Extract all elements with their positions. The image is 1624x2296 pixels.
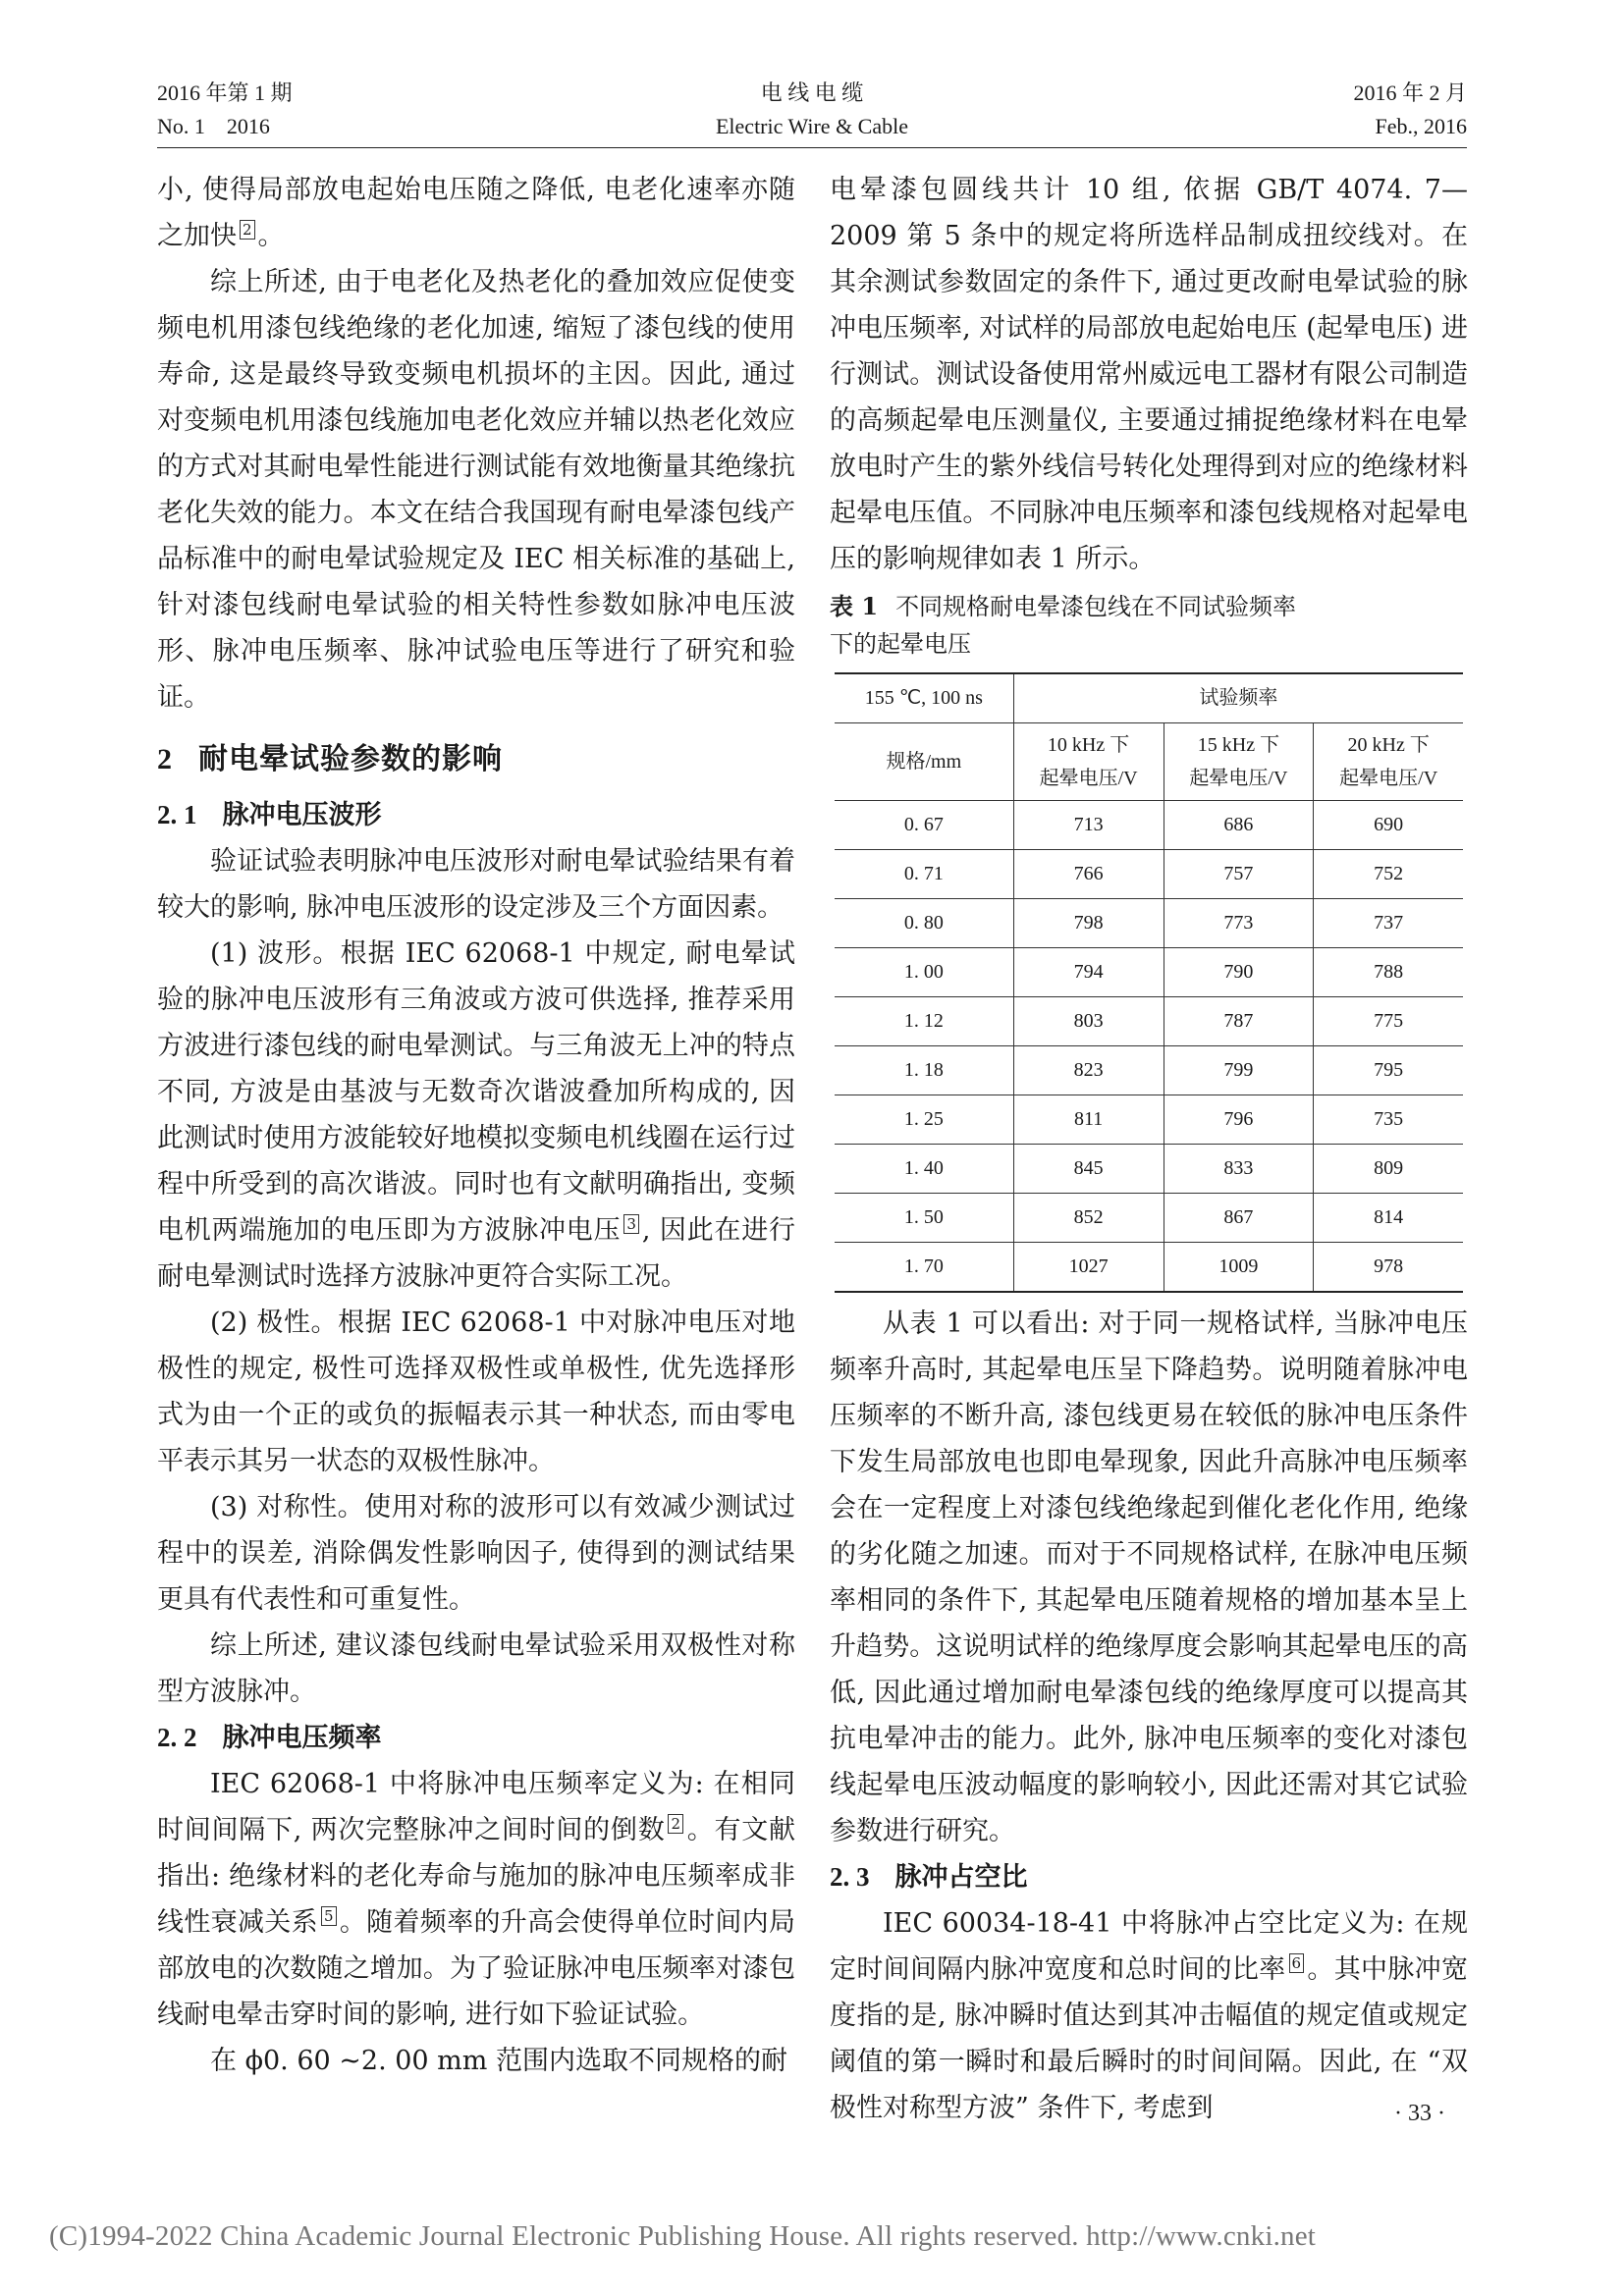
- table-caption-label: 表 1: [830, 592, 879, 620]
- table-cell-value: 686: [1164, 801, 1314, 850]
- table-row-header: 规格/mm: [835, 723, 1013, 801]
- table-cell-value: 803: [1013, 997, 1164, 1046]
- table-cell-value: 790: [1164, 948, 1314, 997]
- table-cell-value: 766: [1013, 850, 1164, 899]
- citation-ref: 6: [1289, 1953, 1305, 1973]
- subsection-title: 脉冲电压波形: [222, 800, 382, 830]
- table-cell-value: 978: [1314, 1243, 1463, 1293]
- table-group-header: 试验频率: [1013, 673, 1463, 723]
- paragraph-text: (1) 波形。根据 IEC 62068-1 中规定, 耐电晕试验的脉冲电压波形有三角波或方波可供选择, 推荐采用方波进行漆包线的耐电晕测试。与三角波无上冲的特点不同, 方波是由基波与无数奇次谐波叠加所构成的, 因此测试时使用方波能较好地模拟变频电机线圈在运行过程中所受到的高次谐波。同时也有文献明确指出, 变频电机两端施加的电压即为方波脉冲电压: [157, 938, 795, 1246]
- left-column: [157, 167, 795, 2084]
- table-col-header: 15 kHz 下 起晕电压/V: [1164, 723, 1314, 801]
- paragraph: [157, 931, 795, 1300]
- table-cell-value: 1027: [1013, 1243, 1164, 1293]
- table-cell-value: 752: [1314, 850, 1463, 899]
- table-cell-value: 735: [1314, 1095, 1463, 1145]
- table-row: [835, 850, 1463, 899]
- table-cell-value: 773: [1164, 899, 1314, 948]
- paragraph: 综上所述, 由于电老化及热老化的叠加效应促使变频电机用漆包线绝缘的老化加速, 缩短了漆包线的使用寿命, 这是最终导致变频电机损坏的主因。因此, 通过对变频电机用漆包线施加电老化效应并辅以热老化效应的方式对其耐电晕性能进行测试能有效地衡量其绝缘抗老化失效的能力。本文在结合我国现有耐电晕漆包线产品标准中的耐电晕试验规定及 IEC 相关标准的基础上, 针对漆包线耐电晕试验的相关特性参数如脉冲电压波形、脉冲电压频率、脉冲试验电压等进行了研究和验证。: [157, 267, 795, 713]
- table-cell-spec: 1. 50: [835, 1194, 1013, 1243]
- paragraph: 在 ϕ0. 60 ~2. 00 mm 范围内选取不同规格的耐: [210, 2046, 787, 2076]
- header-date-cn: 2016 年 2 月: [1353, 80, 1467, 105]
- header-date: [1353, 77, 1467, 143]
- table-cell-value: 814: [1314, 1194, 1463, 1243]
- table-cell-value: 787: [1164, 997, 1314, 1046]
- header-rule: [157, 147, 1467, 148]
- subsection-heading: [157, 792, 795, 838]
- table-cell-spec: 1. 40: [835, 1145, 1013, 1194]
- paragraph-text: IEC 62068-1 中将脉冲电压频率定义为: 在相同时间间隔下, 两次完整脉冲之间时间的倒数: [157, 1769, 795, 1845]
- paragraph: [157, 1761, 795, 2038]
- table-cell-value: 775: [1314, 997, 1463, 1046]
- table-row: [835, 1243, 1463, 1293]
- citation-ref: 2: [240, 220, 255, 240]
- paragraph: 从表 1 可以看出: 对于同一规格试样, 当脉冲电压频率升高时, 其起晕电压呈下降趋势。说明随着脉冲电压频率的不断升高, 漆包线更易在较低的脉冲电压条件下发生局部放电也即电晕现象, 因此升高脉冲电压频率会在一定程度上对漆包线绝缘起到催化老化作用, 绝缘的劣化随之加速。而对于不同规格试样, 在脉冲电压频率相同的条件下, 其起晕电压随着规格的增加基本呈上升趋势。这说明试样的绝缘厚度会影响其起晕电压的高低, 因此通过增加耐电晕漆包线的绝缘厚度可以提高其抗电晕冲击的能力。此外, 脉冲电压频率的变化对漆包线起晕电压波动幅度的影响较小, 因此还需对其它试验参数进行研究。: [830, 1308, 1468, 1846]
- subsection-number: 2. 1: [157, 800, 197, 829]
- paragraph-text: 。有文献指出: 绝缘材料的老化寿命与施加的脉冲电压频率成非线性衰减关系: [157, 1815, 796, 1938]
- citation-ref: 2: [668, 1814, 683, 1834]
- table-cell-value: 845: [1013, 1145, 1164, 1194]
- paragraph: [830, 1900, 1468, 2131]
- paragraph-text: 。其中脉冲宽度指的是, 脉冲瞬时值达到其冲击幅值的规定值或规定阈值的第一瞬时和最后瞬时的时间间隔。因此, 在 “双极性对称型方波” 条件下, 考虑到: [830, 1954, 1469, 2123]
- table-caption-text: 不同规格耐电晕漆包线在不同试验频率: [895, 593, 1297, 620]
- table-cell-spec: 1. 25: [835, 1095, 1013, 1145]
- table-row: [835, 1194, 1463, 1243]
- table-cell-value: 794: [1013, 948, 1164, 997]
- table-cell-spec: 1. 18: [835, 1046, 1013, 1095]
- paragraph-text: 。随着频率的升高会使得单位时间内局部放电的次数随之增加。为了验证脉冲电压频率对漆包线耐电晕击穿时间的影响, 进行如下验证试验。: [157, 1907, 796, 2030]
- paragraph: 电晕漆包圆线共计 10 组, 依据 GB/T 4074. 7—2009 第 5 条中的规定将所选样品制成扭绞线对。在其余测试参数固定的条件下, 通过更改耐电晕试验的脉冲电压频率, 对试样的局部放电起始电压 (起晕电压) 进行测试。测试设备使用常州威远电工器材有限公司制造的高频起晕电压测量仪, 主要通过捕捉绝缘材料在电晕放电时产生的紫外线信号转化处理得到对应的绝缘材料起晕电压值。不同脉冲电压频率和漆包线规格对起晕电压的影响规律如表 1 所示。: [830, 175, 1468, 574]
- subsection-number: 2. 2: [157, 1723, 197, 1752]
- table-cell-value: 798: [1013, 899, 1164, 948]
- paragraph: 综上所述, 建议漆包线耐电晕试验采用双极性对称型方波脉冲。: [157, 1630, 795, 1707]
- table-row: [835, 948, 1463, 997]
- subsection-heading: [830, 1854, 1468, 1900]
- paragraph-text: 小, 使得局部放电起始电压随之降低, 电老化速率亦随之加快: [157, 175, 795, 251]
- table-row: [835, 997, 1463, 1046]
- table-cell-value: 690: [1314, 801, 1463, 850]
- citation-ref: 3: [623, 1214, 639, 1234]
- table-cell-value: 811: [1013, 1095, 1164, 1145]
- table-cell-value: 809: [1314, 1145, 1463, 1194]
- section-title: 耐电晕试验参数的影响: [198, 742, 503, 776]
- header-date-en: Feb., 2016: [1375, 114, 1467, 138]
- table-cell-spec: 1. 00: [835, 948, 1013, 997]
- section-number: 2: [157, 743, 173, 775]
- header-issue-cn: 2016 年第 1 期: [157, 80, 293, 105]
- table-row: [835, 1095, 1463, 1145]
- table-cell-value: 795: [1314, 1046, 1463, 1095]
- table-cell-value: 867: [1164, 1194, 1314, 1243]
- paragraph: (2) 极性。根据 IEC 62068-1 中对脉冲电压对地极性的规定, 极性可选择双极性或单极性, 优先选择形式为由一个正的或负的振幅表示其一种状态, 而由零电平表示其另一状态的双极性脉冲。: [157, 1308, 795, 1476]
- table-cell-value: 833: [1164, 1145, 1314, 1194]
- table-corner-cell: 155 ℃, 100 ns: [835, 673, 1013, 723]
- table-cell-value: 788: [1314, 948, 1463, 997]
- table-col-header: 20 kHz 下 起晕电压/V: [1314, 723, 1463, 801]
- paragraph-text: IEC 60034-18-41 中将脉冲占空比定义为: 在规定时间间隔内脉冲宽度和总时间的比率: [830, 1908, 1468, 1985]
- table-row: [835, 899, 1463, 948]
- data-table: [835, 672, 1463, 1293]
- section-heading: [157, 736, 795, 782]
- table-cell-value: 713: [1013, 801, 1164, 850]
- table-cell-value: 796: [1164, 1095, 1314, 1145]
- subsection-heading: [157, 1715, 795, 1761]
- table-cell-spec: 0. 80: [835, 899, 1013, 948]
- table-row: [835, 1145, 1463, 1194]
- table-cell-value: 1009: [1164, 1243, 1314, 1293]
- table-cell-value: 799: [1164, 1046, 1314, 1095]
- table-cell-value: 737: [1314, 899, 1463, 948]
- subsection-number: 2. 3: [830, 1862, 870, 1892]
- paragraph-text: 。: [257, 221, 285, 251]
- citation-ref: 5: [321, 1906, 337, 1926]
- table-cell-value: 852: [1013, 1194, 1164, 1243]
- table-caption-text: 下的起晕电压: [830, 630, 971, 658]
- table-col-header: 10 kHz 下 起晕电压/V: [1013, 723, 1164, 801]
- table-row: [835, 801, 1463, 850]
- paragraph: (3) 对称性。使用对称的波形可以有效减少测试过程中的误差, 消除偶发性影响因子, 使得到的测试结果更具有代表性和可重复性。: [157, 1492, 795, 1615]
- table-cell-spec: 1. 70: [835, 1243, 1013, 1293]
- table-cell-value: 757: [1164, 850, 1314, 899]
- paragraph: [157, 167, 795, 259]
- header-journal-en: Electric Wire & Cable: [715, 114, 908, 138]
- page-number: · 33 ·: [1394, 2101, 1445, 2126]
- table-cell-spec: 0. 71: [835, 850, 1013, 899]
- table-cell-value: 823: [1013, 1046, 1164, 1095]
- table-row: [835, 1046, 1463, 1095]
- table-cell-spec: 1. 12: [835, 997, 1013, 1046]
- copyright-watermark: (C)1994-2022 China Academic Journal Electronic Publishing House. All rights reserved. http://www.cnki.net: [49, 2220, 1317, 2252]
- table-caption: [830, 588, 1468, 663]
- paragraph: 验证试验表明脉冲电压波形对耐电晕试验结果有着较大的影响, 脉冲电压波形的设定涉及三个方面因素。: [157, 846, 795, 923]
- table-cell-spec: 0. 67: [835, 801, 1013, 850]
- subsection-title: 脉冲电压频率: [222, 1723, 382, 1753]
- header-issue-en: No. 1 2016: [157, 114, 270, 138]
- right-column: [830, 167, 1468, 2131]
- header-journal-cn: 电 线 电 缆: [760, 80, 864, 105]
- paragraph-text: , 因此在进行耐电晕测试时选择方波脉冲更符合实际工况。: [157, 1215, 795, 1292]
- subsection-title: 脉冲占空比: [894, 1862, 1028, 1893]
